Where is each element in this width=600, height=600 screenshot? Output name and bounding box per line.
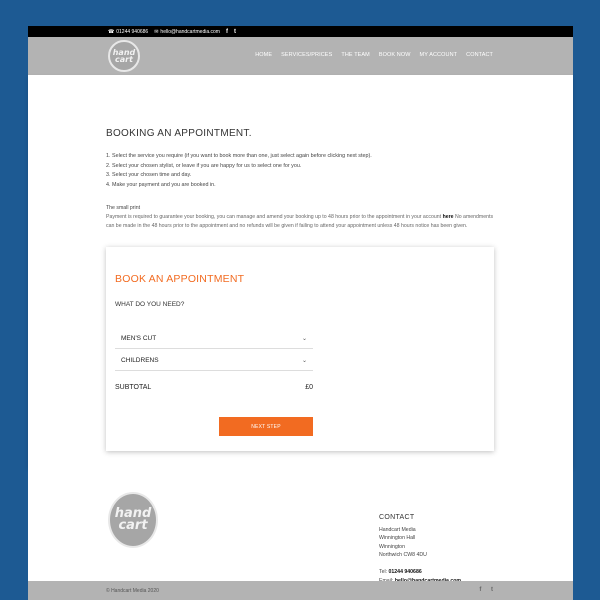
service-select-mens-cut[interactable]: [115, 328, 313, 349]
contact-block: [379, 514, 461, 585]
subtotal-value: £0: [305, 384, 313, 391]
footer-logo[interactable]: hand cart: [108, 492, 158, 548]
nav-item-my-account[interactable]: MY ACCOUNT: [419, 52, 458, 58]
chevron-down-icon: ⌄: [301, 335, 307, 342]
phone-icon: ☎: [108, 28, 115, 35]
envelope-icon: ✉: [154, 28, 159, 35]
step-1: 1. Select the service you require (if you want to book more than one, just select again before clicking next step).: [106, 153, 372, 159]
small-print-label: The small print: [106, 205, 141, 211]
next-step-button[interactable]: NEXT STEP: [219, 417, 313, 436]
select-label: CHILDRENS: [121, 356, 159, 364]
bottom-bar: [28, 581, 573, 600]
booking-steps: [106, 152, 372, 190]
chevron-down-icon: ⌄: [301, 357, 307, 364]
email-address: hello@handcartmedia.com: [160, 28, 220, 35]
subtotal-label: SUBTOTAL: [115, 384, 152, 391]
address-line: Northwich CW8 4DU: [379, 552, 427, 559]
nav-item-book-now[interactable]: BOOK NOW: [378, 52, 411, 58]
twitter-icon[interactable]: t: [233, 28, 236, 35]
main-content: [28, 75, 573, 467]
facebook-icon[interactable]: f: [479, 587, 482, 593]
subtotal-row: [115, 384, 313, 391]
small-print: [106, 204, 496, 230]
tel-line: Tel: 01244 940686: [379, 568, 422, 575]
facebook-icon[interactable]: f: [225, 28, 228, 35]
nav-item-home[interactable]: HOME: [255, 52, 273, 58]
service-select-childrens[interactable]: [115, 350, 313, 371]
top-bar: [28, 26, 573, 37]
address-line: Handcart Media: [379, 526, 416, 533]
small-print-text: Payment is required to guarantee your booking, you can manage and amend your booking up to 48 hours prior to the appointment in your account: [106, 213, 442, 220]
booking-title: BOOK AN APPOINTMENT: [115, 273, 245, 285]
small-print-text-2: No amendments can be made in the 48 hours prior to the appointment and no refunds will be given if failing to attend your appointment unless 48 hours notice has been given.: [106, 213, 494, 229]
email-link[interactable]: [154, 29, 220, 35]
logo[interactable]: hand cart: [108, 40, 140, 72]
step-3: 3. Select your chosen time and day.: [106, 172, 192, 179]
twitter-icon[interactable]: t: [491, 587, 493, 593]
booking-card: [106, 247, 494, 451]
nav-menu: [255, 52, 493, 58]
nav-item-services[interactable]: SERVICES/PRICES: [281, 52, 333, 58]
step-4: 4. Make your payment and you are booked in.: [106, 181, 216, 188]
footer-social: [471, 587, 493, 593]
page-title: BOOKING AN APPOINTMENT.: [106, 128, 252, 139]
tel-link[interactable]: 01244 940686: [388, 568, 422, 575]
address-line: Winnington Hall: [379, 535, 416, 542]
account-link[interactable]: here: [442, 213, 454, 220]
address-line: Winnington: [379, 543, 405, 550]
main-nav: [28, 37, 573, 75]
nav-item-contact[interactable]: CONTACT: [466, 52, 493, 58]
phone-link[interactable]: [108, 29, 148, 35]
booking-question: WHAT DO YOU NEED?: [115, 301, 185, 308]
website-frame: [28, 26, 573, 600]
step-2: 2. Select your chosen stylist, or leave if you are happy for us to select one for you.: [106, 162, 302, 169]
phone-number: 01244 940686: [116, 28, 149, 35]
nav-item-team[interactable]: THE TEAM: [341, 52, 370, 58]
contact-heading: CONTACT: [379, 514, 415, 521]
copyright: © Handcart Media 2020: [106, 587, 159, 594]
select-label: MEN'S CUT: [121, 334, 157, 342]
